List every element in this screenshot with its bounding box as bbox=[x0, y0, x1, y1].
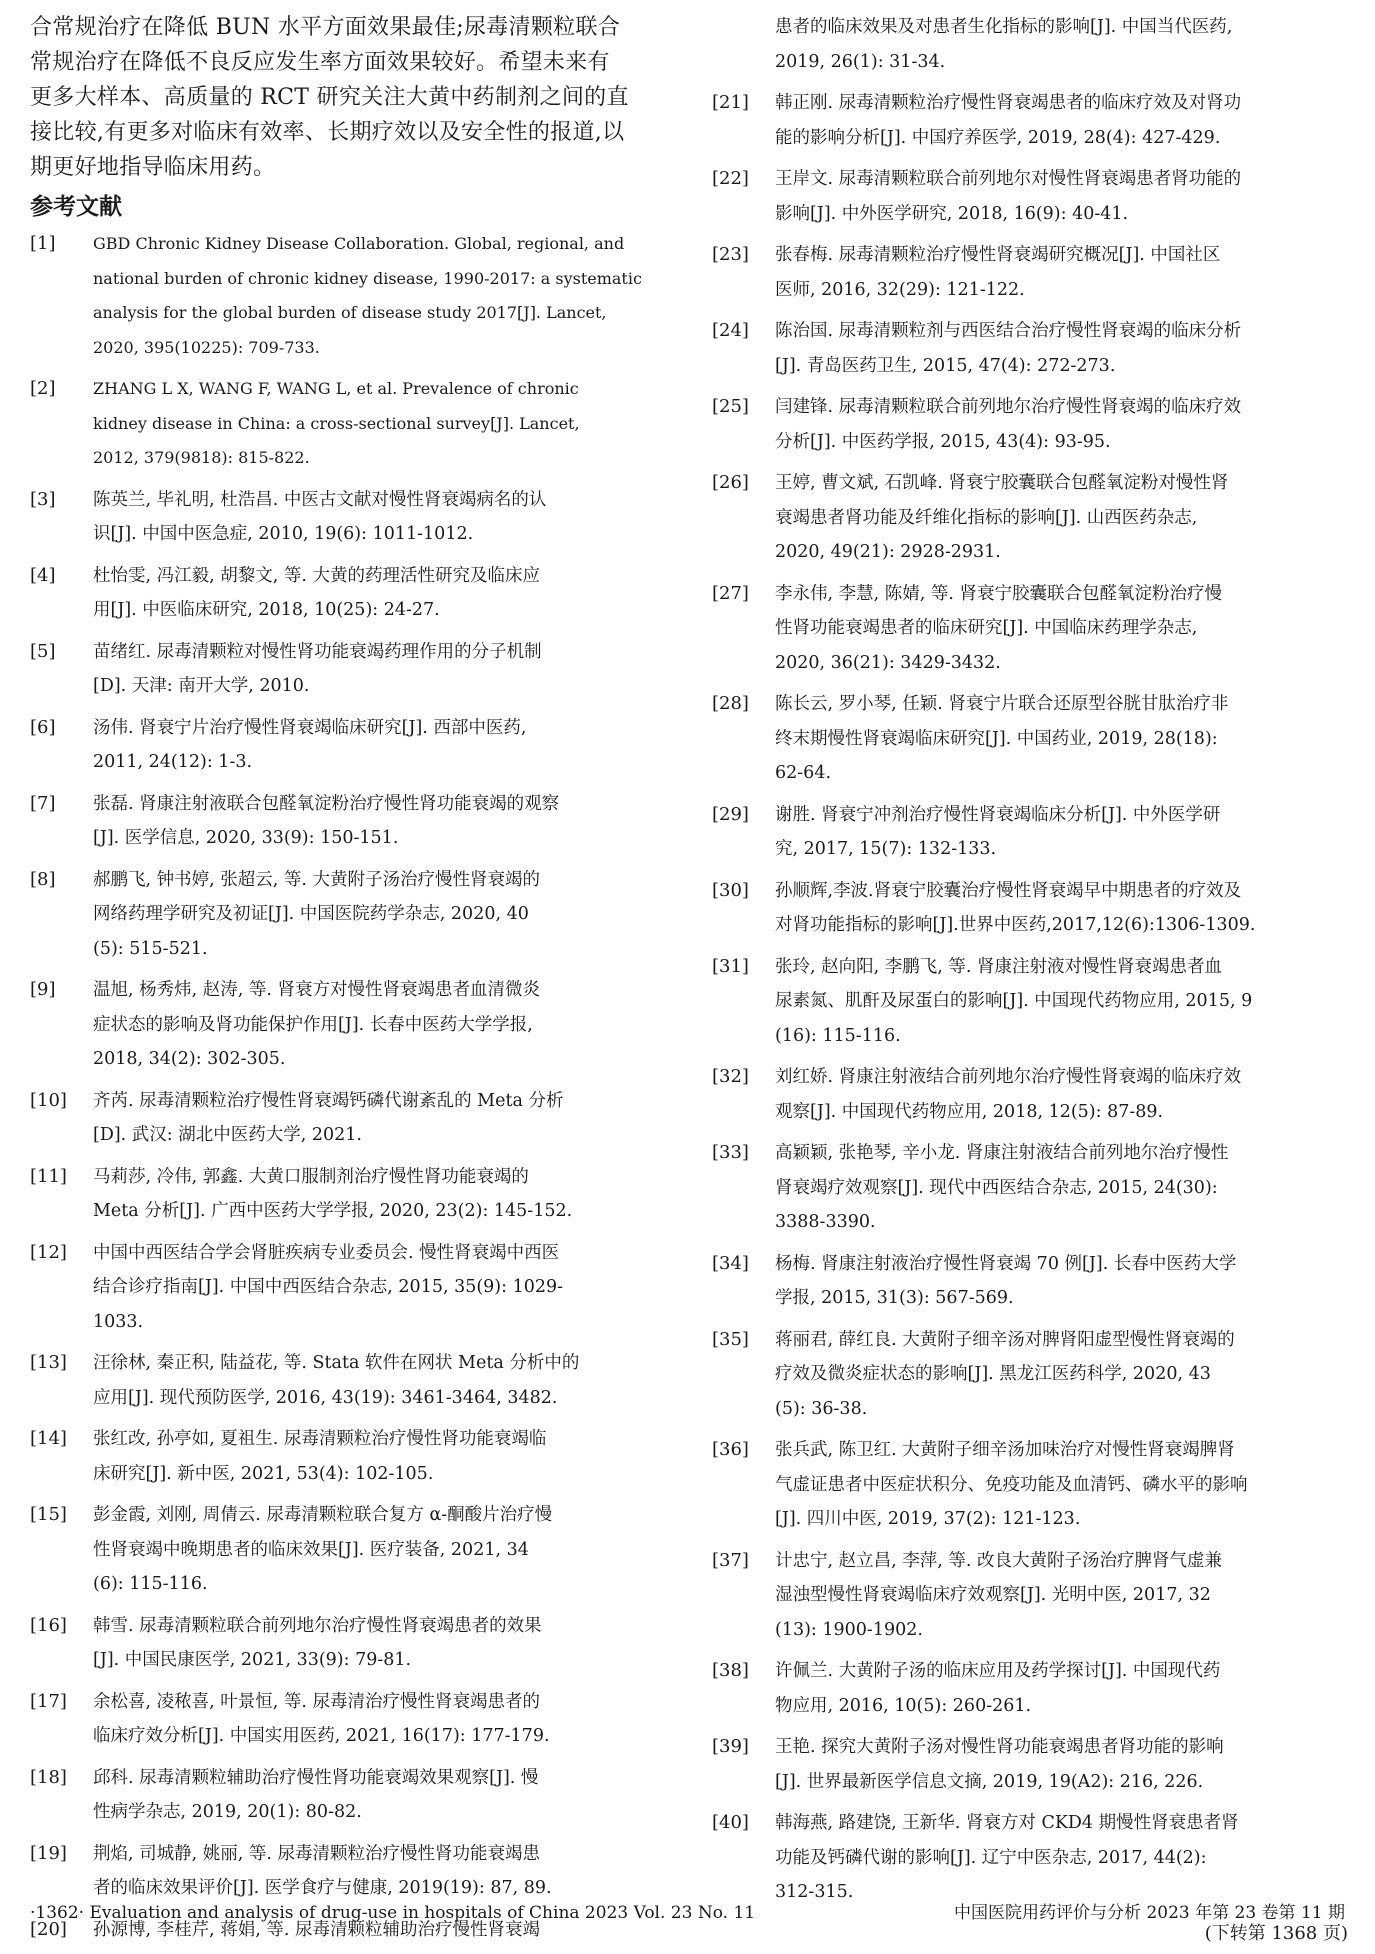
reference-text-line: 62-64. bbox=[775, 763, 832, 783]
reference-text-line: 郝鹏飞, 钟书婷, 张超云, 等. 大黄附子汤治疗慢性肾衰竭的 bbox=[93, 869, 541, 890]
reference-text-line: 汤伟. 肾衰宁片治疗慢性肾衰竭临床研究[J]. 西部中医药, bbox=[93, 717, 527, 738]
intro-line: 更多大样本、高质量的 RCT 研究关注大黄中药制剂之间的直 bbox=[30, 85, 629, 110]
intro-paragraph bbox=[30, 10, 670, 185]
reference-number: [19] bbox=[30, 1842, 67, 1864]
continued-note: (下转第 1368 页) bbox=[1204, 1922, 1348, 1944]
reference-number: [22] bbox=[712, 168, 749, 189]
reference-text-line: 蒋丽君, 薛红良. 大黄附子细辛汤对脾肾阳虚型慢性肾衰竭的 bbox=[775, 1329, 1235, 1350]
reference-text-line: 张兵武, 陈卫红. 大黄附子细辛汤加味治疗对慢性肾衰竭脾肾 bbox=[775, 1440, 1235, 1460]
reference-number: [21] bbox=[712, 92, 749, 113]
reference-text-line: 张磊. 肾康注射液联合包醛氧淀粉治疗慢性肾功能衰竭的观察 bbox=[93, 793, 560, 814]
footer-english: ·1362· Evaluation and analysis of drug-use in hospitals of China 2023 Vol. 23 No. 11 bbox=[30, 1903, 756, 1923]
intro-line: 期更好地指导临床用药。 bbox=[30, 155, 276, 180]
intro-line: 接比较,有更多对临床有效率、长期疗效以及安全性的报道,以 bbox=[30, 120, 625, 145]
reference-item bbox=[30, 559, 670, 628]
reference-text-line: 者的临床效果评价[J]. 医学食疗与健康, 2019(19): 87, 89. bbox=[93, 1878, 552, 1898]
reference-number: [33] bbox=[712, 1142, 749, 1163]
reference-number: [34] bbox=[712, 1252, 749, 1274]
reference-text-line: analysis for the global burden of disease study 2017[J]. Lancet, bbox=[93, 303, 607, 322]
reference-number: [12] bbox=[30, 1241, 67, 1263]
reference-item bbox=[30, 1084, 670, 1153]
reference-item bbox=[712, 1433, 1352, 1537]
reference-item bbox=[712, 1806, 1352, 1910]
reference-item bbox=[712, 577, 1352, 681]
reference-text-line: 312-315. bbox=[775, 1882, 854, 1902]
reference-number: [16] bbox=[30, 1614, 67, 1636]
reference-number: [3] bbox=[30, 488, 56, 510]
reference-text-line: (5): 36-38. bbox=[775, 1398, 868, 1419]
reference-number: [5] bbox=[30, 640, 56, 662]
reference-item bbox=[712, 798, 1352, 867]
reference-item bbox=[30, 372, 670, 476]
reference-text-line: 应用[J]. 现代预防医学, 2016, 43(19): 3461-3464, 3482. bbox=[93, 1387, 558, 1408]
reference-text-line: 王岸文. 尿毒清颗粒联合前列地尔对慢性肾衰竭患者肾功能的 bbox=[775, 169, 1242, 189]
reference-text-line: [J]. 医学信息, 2020, 33(9): 150-151. bbox=[93, 828, 399, 848]
reference-item bbox=[30, 1346, 670, 1415]
reference-text-line: GBD Chronic Kidney Disease Collaboration. Global, regional, and bbox=[93, 234, 625, 253]
reference-number: [23] bbox=[712, 244, 749, 265]
reference-text-line: (16): 115-116. bbox=[775, 1025, 901, 1046]
reference-item bbox=[712, 950, 1352, 1054]
reference-number: [15] bbox=[30, 1504, 67, 1525]
reference-item bbox=[712, 238, 1352, 307]
reference-number: [24] bbox=[712, 320, 749, 341]
intro-line: 合常规治疗在降低 BUN 水平方面效果最佳;尿毒清颗粒联合 bbox=[30, 15, 621, 40]
reference-text-line: 汪徐林, 秦正积, 陆益花, 等. Stata 软件在网状 Meta 分析中的 bbox=[93, 1353, 580, 1373]
reference-text-line: 功能及钙磷代谢的影响[J]. 辽宁中医杂志, 2017, 44(2): bbox=[775, 1847, 1207, 1868]
reference-text-line: 医师, 2016, 32(29): 121-122. bbox=[775, 279, 1025, 300]
reference-text-line: 性病学杂志, 2019, 20(1): 80-82. bbox=[93, 1802, 362, 1822]
reference-text-line: 2012, 379(9818): 815-822. bbox=[93, 448, 310, 467]
reference-text-line: 彭金霞, 刘刚, 周倩云. 尿毒清颗粒联合复方 α-酮酸片治疗慢 bbox=[93, 1505, 553, 1525]
reference-item bbox=[712, 162, 1352, 231]
reference-number: [25] bbox=[712, 396, 749, 417]
reference-number: [14] bbox=[30, 1428, 67, 1449]
reference-item bbox=[712, 1136, 1352, 1240]
reference-text-line: 终末期慢性肾衰竭临床研究[J]. 中国药业, 2019, 28(18): bbox=[775, 728, 1218, 749]
reference-text-line: [J]. 四川中医, 2019, 37(2): 121-123. bbox=[775, 1509, 1081, 1529]
reference-number: [30] bbox=[712, 879, 749, 901]
reference-text-line: 肾衰竭疗效观察[J]. 现代中西医结合杂志, 2015, 24(30): bbox=[775, 1177, 1218, 1198]
reference-item bbox=[30, 1422, 670, 1491]
reference-number: [7] bbox=[30, 792, 56, 814]
reference-text-line: 韩海燕, 路建饶, 王新华. 肾衰方对 CKD4 期慢性肾衰患者肾 bbox=[775, 1813, 1239, 1833]
reference-text-line: (5): 515-521. bbox=[93, 938, 208, 959]
reference-text-line: ZHANG L X, WANG F, WANG L, et al. Prevalence of chronic bbox=[93, 379, 579, 398]
reference-text-line: 张玲, 赵向阳, 李鹏飞, 等. 肾康注射液对慢性肾衰竭患者血 bbox=[775, 956, 1223, 977]
reference-item bbox=[712, 874, 1352, 943]
reference-item bbox=[712, 314, 1352, 383]
reference-text-line: 杨梅. 肾康注射液治疗慢性肾衰竭 70 例[J]. 长春中医药大学 bbox=[775, 1253, 1237, 1274]
reference-item bbox=[712, 687, 1352, 791]
reference-text-line: 陈英兰, 毕礼明, 杜浩昌. 中医古文献对慢性肾衰竭病名的认 bbox=[93, 489, 547, 510]
reference-item bbox=[712, 1323, 1352, 1427]
reference-text-line: 孙源博, 李桂芹, 蒋娟, 等. 尿毒清颗粒辅助治疗慢性肾衰竭 bbox=[93, 1919, 541, 1940]
reference-number: [2] bbox=[30, 378, 56, 399]
reference-text-line: 荆焰, 司城静, 姚丽, 等. 尿毒清颗粒治疗慢性肾功能衰竭患 bbox=[93, 1843, 541, 1864]
right-column bbox=[712, 10, 1352, 1951]
reference-item bbox=[30, 711, 670, 780]
reference-text-line: 用[J]. 中医临床研究, 2018, 10(25): 24-27. bbox=[93, 600, 440, 620]
reference-text-line: 陈长云, 罗小琴, 任颖. 肾衰宁片联合还原型谷胱甘肽治疗非 bbox=[775, 694, 1229, 714]
reference-item bbox=[712, 390, 1352, 459]
reference-item bbox=[30, 1685, 670, 1754]
reference-text-line: [D]. 武汉: 湖北中医药大学, 2021. bbox=[93, 1125, 362, 1145]
reference-number: [38] bbox=[712, 1660, 749, 1681]
reference-text-line: 结合诊疗指南[J]. 中国中西医结合杂志, 2015, 35(9): 1029- bbox=[93, 1277, 564, 1297]
reference-number: [26] bbox=[712, 472, 749, 493]
reference-text-line: 1033. bbox=[93, 1311, 144, 1332]
reference-text-line: 2011, 24(12): 1-3. bbox=[93, 752, 253, 772]
reference-text-line: 尿素氮、肌酐及尿蛋白的影响[J]. 中国现代药物应用, 2015, 9 bbox=[775, 991, 1253, 1011]
reference-text-line: 分析[J]. 中医药学报, 2015, 43(4): 93-95. bbox=[775, 431, 1111, 452]
reference-number: [4] bbox=[30, 564, 56, 586]
reference-list-right bbox=[712, 10, 1352, 1910]
reference-text-line: 中国中西医结合学会肾脏疾病专业委员会. 慢性肾衰竭中西医 bbox=[93, 1242, 560, 1263]
reference-number: [35] bbox=[712, 1328, 749, 1350]
reference-text-line: 能的影响分析[J]. 中国疗养医学, 2019, 28(4): 427-429. bbox=[775, 127, 1221, 148]
reference-number: [29] bbox=[712, 803, 749, 825]
reference-text-line: [J]. 世界最新医学信息文摘, 2019, 19(A2): 216, 226. bbox=[775, 1771, 1204, 1792]
page-footer bbox=[30, 1898, 1345, 1928]
reference-item bbox=[30, 1761, 670, 1830]
reference-text-line: 刘红娇. 肾康注射液结合前列地尔治疗慢性肾衰竭的临床疗效 bbox=[775, 1067, 1242, 1087]
reference-item bbox=[712, 1544, 1352, 1648]
reference-text-line: 马莉莎, 冷伟, 郭鑫. 大黄口服制剂治疗慢性肾功能衰竭的 bbox=[93, 1166, 529, 1187]
reference-text-line: 观察[J]. 中国现代药物应用, 2018, 12(5): 87-89. bbox=[775, 1101, 1164, 1122]
reference-item bbox=[30, 863, 670, 967]
reference-text-line: 李永伟, 李慧, 陈婧, 等. 肾衰宁胶囊联合包醛氧淀粉治疗慢 bbox=[775, 583, 1223, 604]
footer-chinese: 中国医院用药评价与分析 2023 年第 23 卷第 11 期 bbox=[954, 1903, 1345, 1923]
reference-number: [31] bbox=[712, 955, 749, 977]
reference-text-line: 许佩兰. 大黄附子汤的临床应用及药学探讨[J]. 中国现代药 bbox=[775, 1661, 1221, 1681]
reference-item bbox=[30, 973, 670, 1077]
reference-text-line: 王婷, 曹文斌, 石凯峰. 肾衰宁胶囊联合包醛氧淀粉对慢性肾 bbox=[775, 473, 1229, 493]
reference-text-line: Meta 分析[J]. 广西中医药大学学报, 2020, 23(2): 145-152. bbox=[93, 1201, 573, 1221]
reference-text-line: 气虚证患者中医症状积分、免疫功能及血清钙、磷水平的影响 bbox=[775, 1474, 1248, 1495]
reference-text-line: 邱科. 尿毒清颗粒辅助治疗慢性肾功能衰竭效果观察[J]. 慢 bbox=[93, 1767, 539, 1788]
reference-number: [39] bbox=[712, 1736, 749, 1757]
reference-text-line: 高颖颖, 张艳琴, 辛小龙. 肾康注射液结合前列地尔治疗慢性 bbox=[775, 1143, 1229, 1163]
reference-item bbox=[712, 86, 1352, 155]
reference-text-line: 衰竭患者肾功能及纤维化指标的影响[J]. 山西医药杂志, bbox=[775, 507, 1198, 528]
reference-number: [8] bbox=[30, 868, 56, 890]
reference-number: [32] bbox=[712, 1066, 749, 1087]
reference-text-line: 张红改, 孙亭如, 夏祖生. 尿毒清颗粒治疗慢性肾功能衰竭临 bbox=[93, 1429, 547, 1449]
reference-text-line: 3388-3390. bbox=[775, 1212, 876, 1232]
reference-text-line: 韩正刚. 尿毒清颗粒治疗慢性肾衰竭患者的临床疗效及对肾功 bbox=[775, 93, 1242, 113]
reference-number: [28] bbox=[712, 693, 749, 714]
reference-number: [9] bbox=[30, 979, 56, 1000]
reference-item bbox=[712, 1654, 1352, 1723]
reference-text-line: 2018, 34(2): 302-305. bbox=[93, 1049, 286, 1069]
reference-number: [40] bbox=[712, 1812, 749, 1833]
reference-text-line: 究, 2017, 15(7): 132-133. bbox=[775, 839, 997, 859]
reference-number: [17] bbox=[30, 1690, 67, 1712]
reference-text-line: 对肾功能指标的影响[J].世界中医药,2017,12(6):1306-1309. bbox=[775, 915, 1256, 935]
references-heading: 参考文献 bbox=[30, 194, 122, 220]
reference-item bbox=[30, 1837, 670, 1906]
reference-item bbox=[30, 483, 670, 552]
reference-item bbox=[712, 466, 1352, 570]
reference-text-line: (13): 1900-1902. bbox=[775, 1619, 923, 1640]
reference-text-line: 苗绪红. 尿毒清颗粒对慢性肾功能衰竭药理作用的分子机制 bbox=[93, 641, 542, 662]
reference-text-line: [J]. 中国民康医学, 2021, 33(9): 79-81. bbox=[93, 1650, 412, 1670]
reference-text-line: 网络药理学研究及初证[J]. 中国医院药学杂志, 2020, 40 bbox=[93, 904, 529, 924]
reference-text-line: 余松喜, 凌秾喜, 叶景恒, 等. 尿毒清治疗慢性肾衰竭患者的 bbox=[93, 1691, 541, 1712]
reference-text-line: national burden of chronic kidney disease, 1990-2017: a systematic bbox=[93, 268, 642, 288]
reference-item bbox=[30, 1160, 670, 1229]
reference-number: [36] bbox=[712, 1439, 749, 1460]
reference-number: [1] bbox=[30, 233, 56, 254]
reference-text-line: 孙顺辉,李波.肾衰宁胶囊治疗慢性肾衰竭早中期患者的疗效及 bbox=[775, 880, 1242, 901]
reference-text-line: 2020, 49(21): 2928-2931. bbox=[775, 542, 1001, 562]
reference-number: [13] bbox=[30, 1352, 67, 1373]
reference-item bbox=[30, 635, 670, 704]
reference-text-line: 齐芮. 尿毒清颗粒治疗慢性肾衰竭钙磷代谢紊乱的 Meta 分析 bbox=[93, 1090, 564, 1111]
reference-text-line: 闫建锋. 尿毒清颗粒联合前列地尔治疗慢性肾衰竭的临床疗效 bbox=[775, 397, 1242, 417]
reference-text-line: 床研究[J]. 新中医, 2021, 53(4): 102-105. bbox=[93, 1463, 434, 1484]
reference-text-line: 谢胜. 肾衰宁冲剂治疗慢性肾衰竭临床分析[J]. 中外医学研 bbox=[775, 804, 1221, 825]
reference-text-line: 识[J]. 中国中医急症, 2010, 19(6): 1011-1012. bbox=[93, 524, 474, 544]
reference-number: [10] bbox=[30, 1089, 67, 1111]
reference-text-line: 2019, 26(1): 31-34. bbox=[775, 51, 946, 72]
reference-text-line: 湿浊型慢性肾衰竭临床疗效观察[J]. 光明中医, 2017, 32 bbox=[775, 1585, 1211, 1605]
reference-text-line: 张春梅. 尿毒清颗粒治疗慢性肾衰竭研究概况[J]. 中国社区 bbox=[775, 245, 1221, 265]
reference-number: [27] bbox=[712, 582, 749, 604]
reference-text-line: [J]. 青岛医药卫生, 2015, 47(4): 272-273. bbox=[775, 355, 1116, 376]
reference-text-line: 疗效及微炎症状态的影响[J]. 黑龙江医药科学, 2020, 43 bbox=[775, 1364, 1211, 1384]
reference-text-line: 临床疗效分析[J]. 中国实用医药, 2021, 16(17): 177-179. bbox=[93, 1726, 550, 1746]
reference-list-left bbox=[30, 227, 670, 1947]
reference-text-line: 学报, 2015, 31(3): 567-569. bbox=[775, 1288, 1014, 1308]
reference-text-line: 性肾衰竭中晚期患者的临床效果[J]. 医疗装备, 2021, 34 bbox=[93, 1539, 529, 1560]
reference-text-line: 2020, 36(21): 3429-3432. bbox=[775, 652, 1001, 673]
reference-text-line: 王艳. 探究大黄附子汤对慢性肾功能衰竭患者肾功能的影响 bbox=[775, 1737, 1224, 1757]
reference-item bbox=[30, 1236, 670, 1340]
reference-text-line: 2020, 395(10225): 709-733. bbox=[93, 337, 320, 357]
reference-text-line: 计忠宁, 赵立昌, 李萍, 等. 改良大黄附子汤治疗脾肾气虚兼 bbox=[775, 1550, 1223, 1571]
reference-number: [11] bbox=[30, 1165, 67, 1187]
reference-text-line: 性肾功能衰竭患者的临床研究[J]. 中国临床药理学杂志, bbox=[775, 618, 1198, 638]
reference-text-line: 影响[J]. 中外医学研究, 2018, 16(9): 40-41. bbox=[775, 203, 1129, 224]
reference-text-line: (6): 115-116. bbox=[93, 1574, 208, 1594]
reference-item bbox=[712, 1247, 1352, 1316]
reference-item bbox=[30, 1609, 670, 1678]
left-column bbox=[30, 10, 670, 1954]
reference-number: [18] bbox=[30, 1766, 67, 1788]
reference-number: [37] bbox=[712, 1549, 749, 1571]
reference-item bbox=[30, 1498, 670, 1602]
reference-item bbox=[30, 227, 670, 365]
reference-text-line: 物应用, 2016, 10(5): 260-261. bbox=[775, 1695, 1032, 1716]
reference-item bbox=[712, 1730, 1352, 1799]
reference-text-line: 韩雪. 尿毒清颗粒联合前列地尔治疗慢性肾衰竭患者的效果 bbox=[93, 1615, 542, 1636]
reference-text-line: kidney disease in China: a cross-sectional survey[J]. Lancet, bbox=[93, 413, 580, 433]
reference-item bbox=[30, 787, 670, 856]
reference-text-line: 陈治国. 尿毒清颗粒剂与西医结合治疗慢性肾衰竭的临床分析 bbox=[775, 321, 1242, 341]
reference-text-line: 症状态的影响及肾功能保护作用[J]. 长春中医药大学学报, bbox=[93, 1014, 533, 1035]
intro-line: 常规治疗在降低不良反应发生率方面效果较好。希望未来有 bbox=[30, 50, 610, 75]
reference-text-line: 杜怡雯, 冯江毅, 胡黎文, 等. 大黄的药理活性研究及临床应 bbox=[93, 565, 541, 586]
reference-text-line: [D]. 天津: 南开大学, 2010. bbox=[93, 676, 310, 696]
reference-text-line: 温旭, 杨秀炜, 赵涛, 等. 肾衰方对慢性肾衰竭患者血清微炎 bbox=[93, 980, 541, 1000]
reference-number: [20] bbox=[30, 1918, 67, 1940]
reference-item bbox=[712, 1060, 1352, 1129]
reference-text-line: 患者的临床效果及对患者生化指标的影响[J]. 中国当代医药, bbox=[775, 17, 1233, 37]
reference-item bbox=[712, 10, 1352, 79]
reference-number: [6] bbox=[30, 716, 56, 738]
